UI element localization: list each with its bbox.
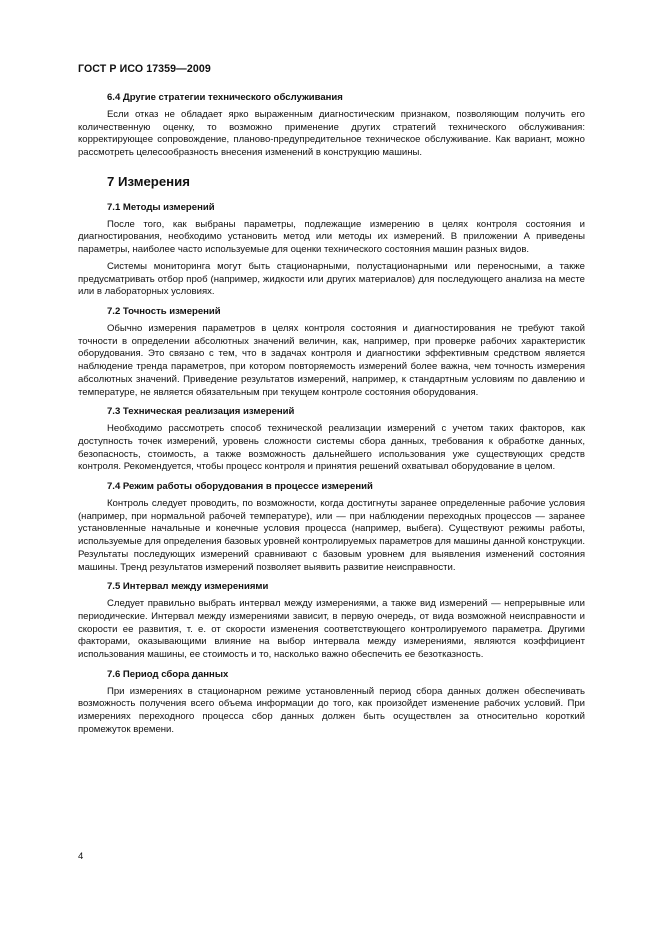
section-7-5-heading: 7.5 Интервал между измерениями xyxy=(107,581,269,593)
section-7-4-paragraph: Контроль следует проводить, по возможности, когда достигнуты заранее определенные рабочие условия (например, при нормальной рабочей температуре), или — при наблюдении переходных процессов — заранее установленные начальные и конечные условия процесса (например, выбега). Существуют режимы работы, используемые для определения базовых уровней контролируемых параметров для машины данной конструкции. Результаты последующих измерений сравнивают с базовым уровнем для выявления изменений состояния машины. Тренд результатов измерений позволяет выявить развитие неисправности. xyxy=(78,497,585,573)
section-7-5-paragraph: Следует правильно выбрать интервал между измерениями, а также вид измерений — непрерывные или периодические. Интервал между измерениями зависит, в первую очередь, от вида возможной неисправности и скорости ее развития, т. е. от скорости изменения соответствующего контролируемого параметра. Другими факторами, оказывающими влияние на выбор интервала между измерениями, являются коэффициент использования машины, ее стоимость и то, насколько важно обеспечить ее безотказность. xyxy=(78,598,585,660)
document-header: ГОСТ Р ИСО 17359—2009 xyxy=(78,63,211,75)
section-7-1-heading: 7.1 Методы измерений xyxy=(107,201,215,213)
section-7-heading: 7 Измерения xyxy=(107,173,190,189)
page-number: 4 xyxy=(78,851,84,862)
section-7-6-paragraph: При измерениях в стационарном режиме установленный период сбора данных должен обеспечивать возможность получения всего объема информации до того, как произойдет изменение рабочих условий. При измерениях переходного процесса сбор данных должен быть осуществлен за относительно короткий промежуток времени. xyxy=(78,685,585,735)
section-7-4-heading: 7.4 Режим работы оборудования в процессе измерений xyxy=(107,481,373,492)
section-7-6-heading: 7.6 Период сбора данных xyxy=(107,668,229,680)
section-6-4-paragraph: Если отказ не обладает ярко выраженным диагностическим признаком, позволяющим получить его количественную оценку, то возможно применение других стратегий технического обслуживания: корректирующее сопровождение, планово-предупредительное техническое обслуживание. Как вариант, можно рассмотреть целесообразность внесения изменений в конструкцию машины. xyxy=(78,108,585,158)
section-7-2-paragraph: Обычно измерения параметров в целях контроля состояния и диагностирования не требуют такой точности в определении абсолютных значений величин, как, например, при проверке рабочих характеристик оборудования. Это связано с тем, что в задачах контроля и диагностики эффективным средством является наблюдение тренда параметров, при котором повторяемость измерений более важна, чем точность измерения абсолютных значений. Приведение результатов измерений, например, к стандартным условиям по давлению и температуре, не является обязательным при текущем контроле состояния оборудования. xyxy=(78,322,585,398)
section-7-1-paragraph-2: Системы мониторинга могут быть стационарными, полустационарными или переносными, а также предусматривать отбор проб (например, жидкости или других материалов) для последующего анализа на месте или в лабораторных условиях. xyxy=(78,260,585,298)
section-7-3-heading: 7.3 Техническая реализация измерений xyxy=(107,406,295,418)
section-7-1-paragraph-1: После того, как выбраны параметры, подлежащие измерению в целях контроля состояния и диагностирования, необходимо установить метод или методы их измерений. В приложении А приведены параметры, наиболее часто используемые для оценки технического состояния машин разных видов. xyxy=(78,218,585,255)
section-6-4-heading: 6.4 Другие стратегии технического обслуживания xyxy=(107,92,343,103)
section-7-2-heading: 7.2 Точность измерений xyxy=(107,306,221,317)
document-body xyxy=(78,92,585,737)
section-7-3-paragraph: Необходимо рассмотреть способ технической реализации измерений с учетом таких факторов, как доступность точек измерений, уровень сложности системы сбора данных, требования к обработке данных, безопасность, стоимость, а также возможность дальнейшего использования уже существующих средств контроля. Рекомендуется, чтобы процесс контроля и принятия решений охватывал оборудование в целом. xyxy=(78,423,585,473)
